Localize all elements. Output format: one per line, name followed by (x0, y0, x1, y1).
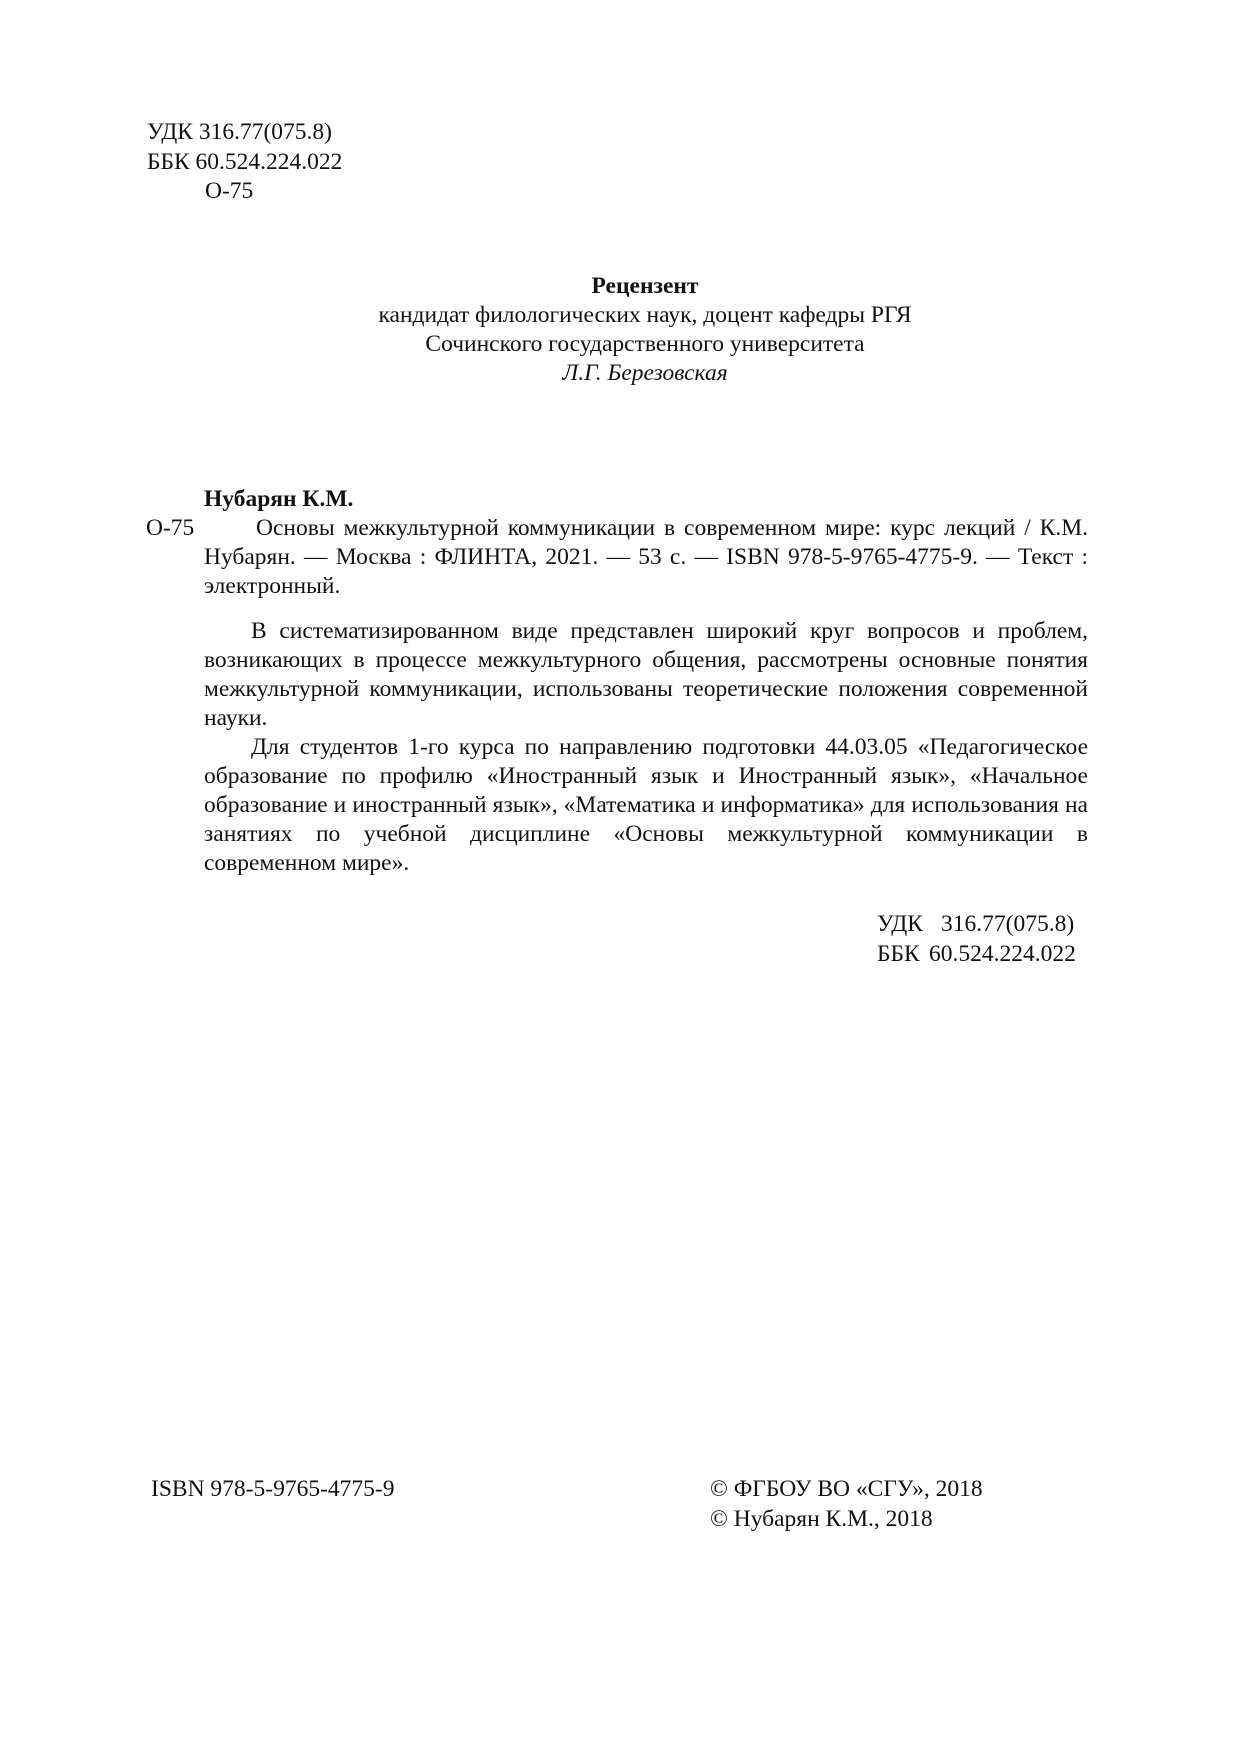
annotation-paragraph: Для студентов 1-го курса по направлению подготовки 44.03.05 «Педагогическое образование по профилю «Иностранный язык и Иностранный язык», «Начальное образование и иностранный язык», «Математика и информатика» для использования на занятиях по учебной дисциплине «Основы межкультурной коммуникации в современном мире». (204, 734, 1088, 876)
bbk-header: ББК 60.524.224.022 (147, 149, 343, 175)
bbk-label: ББК (877, 941, 920, 967)
copyright-author: © Нубарян К.М., 2018 (710, 1506, 933, 1532)
udk-header: УДК 316.77(075.8) (147, 119, 332, 145)
record-code: О-75 (146, 515, 195, 541)
annotation-paragraph: В систематизированном виде представлен широкий круг вопросов и проблем, возникающих в процессе межкультурного общения, рассмотрены основные понятия межкультурной коммуникации, использованы теоретические положения современной науки. (204, 618, 1088, 731)
isbn: ISBN 978-5-9765-4775-9 (151, 1476, 395, 1502)
reviewer-title: кандидат филологических наук, доцент кафедры РГЯ (378, 302, 912, 328)
udk-classification (877, 910, 1074, 938)
copyright-publisher: © ФГБОУ ВО «СГУ», 2018 (710, 1476, 983, 1502)
reviewer-affiliation: Сочинского государственного университета (425, 331, 865, 357)
author-code-header: О-75 (205, 178, 254, 204)
bbk-classification (877, 940, 1076, 968)
annotation (204, 617, 1088, 878)
bbk-value: 60.524.224.022 (929, 941, 1076, 967)
reviewer-name: Л.Г. Березовская (562, 360, 728, 386)
udk-value: 316.77(075.8) (941, 911, 1075, 937)
udk-label: УДК (877, 911, 923, 937)
bibliographic-record: Основы межкультурной коммуникации в современном мире: курс лекций / К.М. Нубарян. — Москва : ФЛИНТА, 2021. — 53 с. — ISBN 978-5-9765-4775-9. — Текст : электронный. (204, 515, 1088, 599)
reviewer-block (300, 272, 990, 388)
reviewer-heading: Рецензент (591, 273, 699, 299)
record-author: Нубарян К.М. (204, 486, 354, 512)
